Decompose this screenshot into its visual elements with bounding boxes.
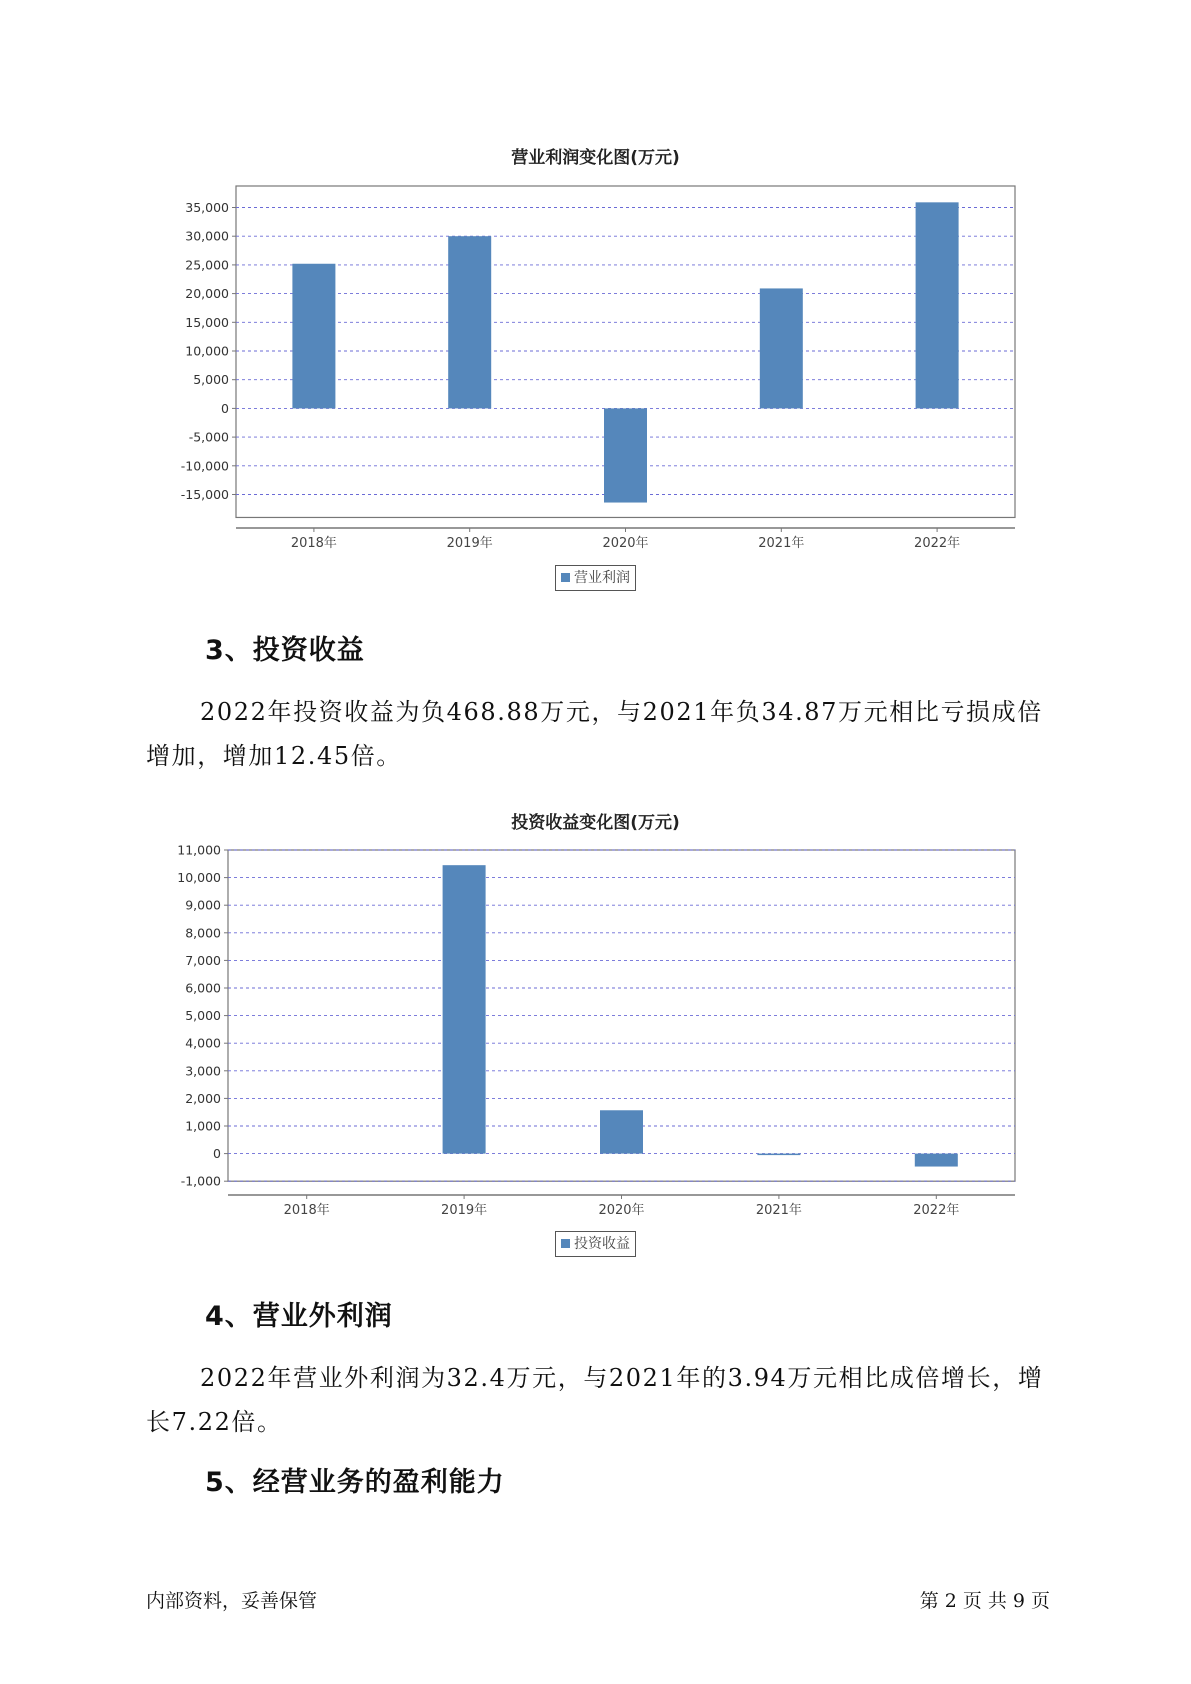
chart2-xtick-label: 2021年 xyxy=(755,1203,802,1218)
chart1-bar-2018年 xyxy=(292,264,335,409)
chart2-bar-2020年 xyxy=(600,1110,643,1153)
chart2-bar-2021年 xyxy=(757,1154,800,1156)
chart2-investment-income xyxy=(0,600,1191,1260)
chart2-ytick-label: 8,000 xyxy=(185,925,221,941)
chart1-bar-2022年 xyxy=(916,202,959,408)
chart2-ytick-label: 0 xyxy=(213,1146,221,1162)
footer-page-mid: 页 共 xyxy=(962,1590,1007,1612)
chart1-xtick-label: 2020年 xyxy=(602,536,649,551)
chart2-ytick-label: 7,000 xyxy=(185,952,221,968)
footer-page-number xyxy=(917,1586,1053,1613)
chart2-ytick-label: 2,000 xyxy=(185,1090,221,1106)
chart1-ytick-label: 20,000 xyxy=(185,286,229,302)
chart1-ytick-label: 30,000 xyxy=(185,228,229,244)
chart1-ytick-label: 5,000 xyxy=(193,372,229,388)
chart1-bar-2021年 xyxy=(760,288,803,408)
chart2-xtick-label: 2020年 xyxy=(598,1203,645,1218)
chart1-title: 营业利润变化图(万元) xyxy=(511,148,680,168)
chart2-bar-2019年 xyxy=(443,865,486,1153)
chart1-xtick-label: 2018年 xyxy=(290,536,337,551)
chart1-ytick-label: 15,000 xyxy=(185,314,229,330)
chart1-xtick-label: 2019年 xyxy=(446,536,493,551)
footer-page-total: 9 xyxy=(1012,1590,1025,1612)
chart2-ytick-label: 6,000 xyxy=(185,980,221,996)
chart2-ytick-label: 1,000 xyxy=(185,1118,221,1134)
chart2-bar-2022年 xyxy=(915,1154,958,1167)
section4-heading: 4、营业外利润 xyxy=(205,1301,393,1332)
chart1-bar-2020年 xyxy=(604,408,647,502)
chart1-xtick-label: 2021年 xyxy=(758,536,805,551)
section3-paragraph: 2022年投资收益为负468.88万元，与2021年负34.87万元相比亏损成倍增加，增加12.45倍。 xyxy=(146,698,1043,770)
legend-swatch-icon xyxy=(561,1239,570,1248)
section3-heading: 3、投资收益 xyxy=(205,635,365,666)
chart1-ytick-label: 10,000 xyxy=(185,343,229,359)
chart2-ytick-label: 4,000 xyxy=(185,1035,221,1051)
chart2-ytick-label: 3,000 xyxy=(185,1063,221,1079)
chart1-legend-label: 营业利润 xyxy=(574,570,630,586)
chart1-operating-profit xyxy=(0,0,1191,600)
footer-confidential-note: 内部资料，妥善保管 xyxy=(146,1590,318,1612)
chart2-xtick-label: 2018年 xyxy=(283,1203,330,1218)
chart2-ytick-label: 11,000 xyxy=(177,842,221,858)
chart2-xtick-label: 2022年 xyxy=(913,1203,960,1218)
chart1-ytick-label: -5,000 xyxy=(188,429,229,445)
chart1-xtick-label: 2022年 xyxy=(914,536,961,551)
chart2-legend-label: 投资收益 xyxy=(574,1236,630,1252)
chart2-ytick-label: 9,000 xyxy=(185,897,221,913)
chart1-ytick-label: 0 xyxy=(221,400,229,416)
footer-page-current: 2 xyxy=(944,1590,957,1612)
section5-heading: 5、经营业务的盈利能力 xyxy=(205,1467,505,1498)
chart1-ytick-label: -10,000 xyxy=(180,458,229,474)
chart2-xtick-label: 2019年 xyxy=(441,1203,488,1218)
footer-page-suffix: 页 xyxy=(1030,1590,1050,1612)
chart1-ytick-label: -15,000 xyxy=(180,487,229,502)
chart2-ytick-label: 5,000 xyxy=(185,1008,221,1024)
chart1-bar-2019年 xyxy=(448,236,491,408)
chart1-ytick-label: 35,000 xyxy=(185,200,229,215)
chart2-legend xyxy=(555,1231,636,1257)
chart1-ytick-label: 25,000 xyxy=(185,257,229,273)
legend-swatch-icon xyxy=(561,573,570,582)
chart2-ytick-label: 10,000 xyxy=(177,870,221,886)
chart1-legend xyxy=(555,565,636,591)
chart2-ytick-label: -1,000 xyxy=(180,1173,221,1189)
chart2-title: 投资收益变化图(万元) xyxy=(511,813,680,833)
footer-page-prefix: 第 xyxy=(919,1590,939,1612)
section4-paragraph: 2022年营业外利润为32.4万元，与2021年的3.94万元相比成倍增长，增长7.22倍。 xyxy=(146,1364,1044,1436)
